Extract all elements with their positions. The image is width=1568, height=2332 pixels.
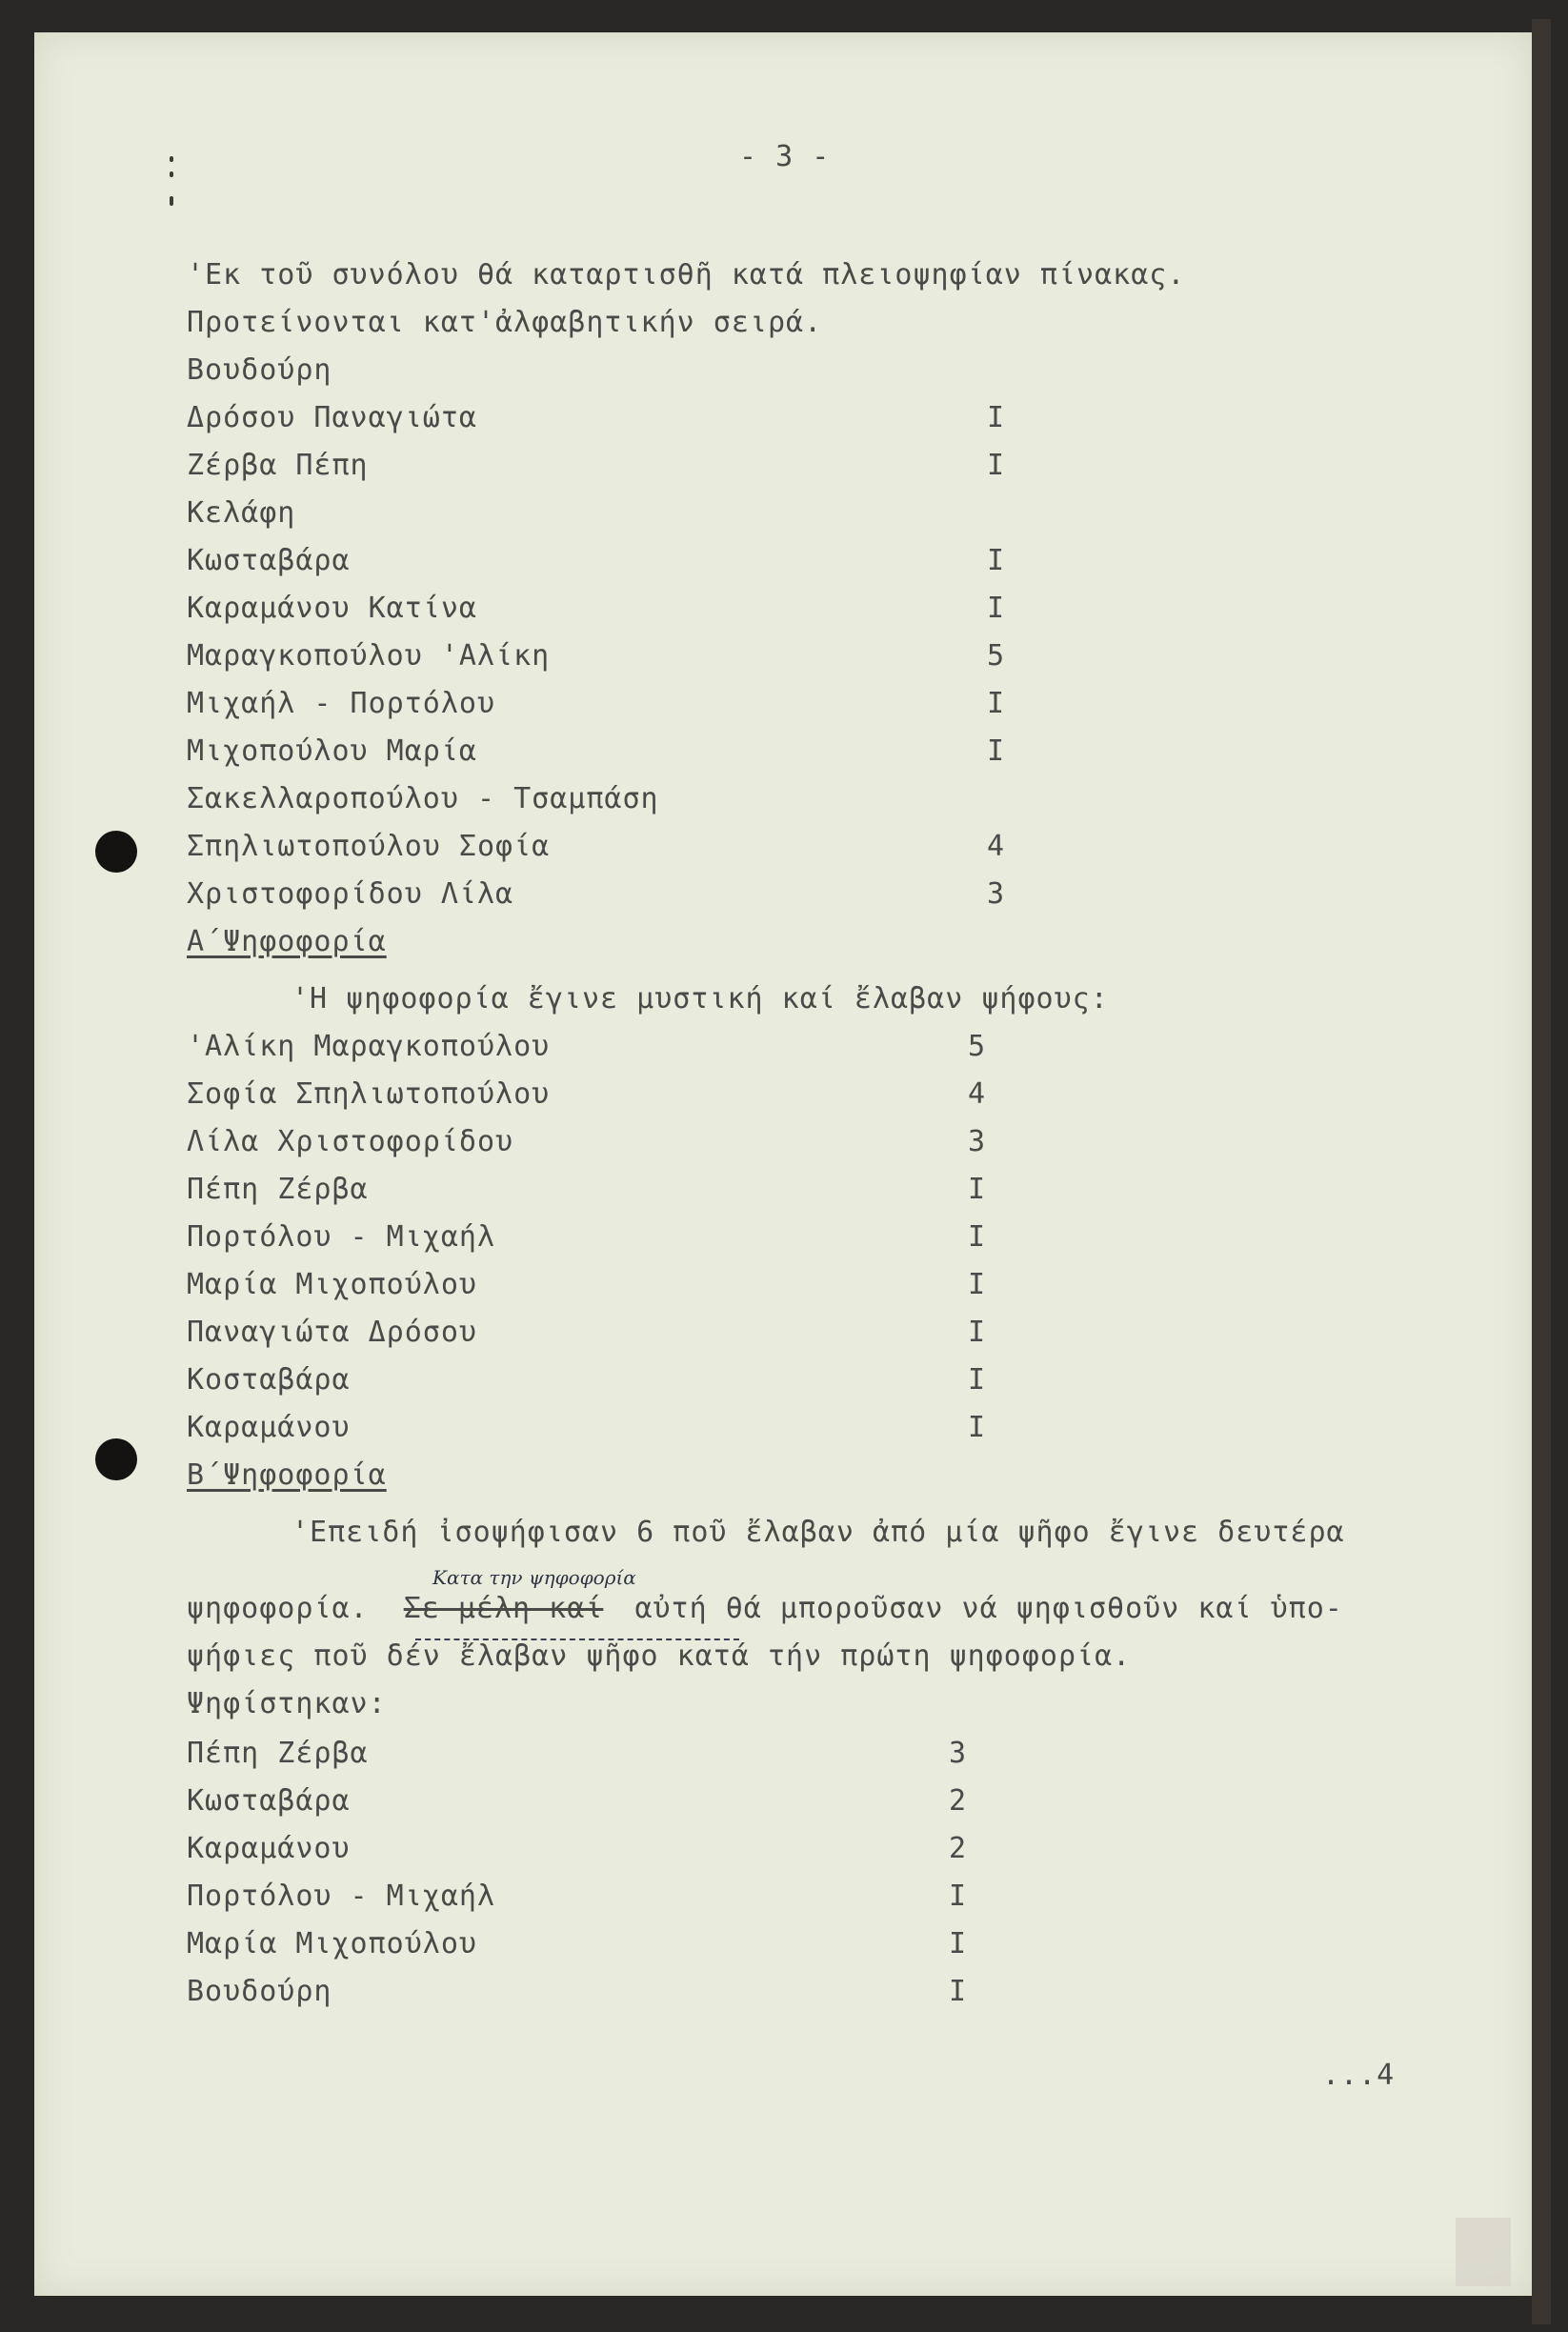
vote-count: I xyxy=(949,1880,967,1913)
list-item: Μαρία Μιχοπούλου xyxy=(187,1927,477,1960)
second-vote-heading: Β΄Ψηφοφορία xyxy=(187,1458,387,1492)
second-vote-line-3: ψήφιες ποῦ δέν ἔλαβαν ψῆφο κατά τήν πρώτη ψηφοφορία. xyxy=(187,1639,1132,1673)
list-item: Μιχοπούλου Μαρία xyxy=(187,734,477,768)
vote-count: 3 xyxy=(949,1737,967,1770)
vote-count: I xyxy=(987,401,1005,434)
list-item: Κωσταβάρα xyxy=(187,544,351,577)
line-2-struck: Σε μέλη καί xyxy=(403,1592,604,1625)
intro-line-2: Προτείνονται κατ'ἀλφαβητικήν σειρά. xyxy=(187,306,823,339)
page-edge xyxy=(1532,19,1551,2324)
punch-hole-bottom xyxy=(95,1438,137,1480)
list-item: Καραμάνου xyxy=(187,1832,351,1865)
list-item: Κωσταβάρα xyxy=(187,1784,351,1818)
list-item: Λίλα Χριστοφορίδου xyxy=(187,1125,514,1158)
vote-count: 5 xyxy=(968,1030,986,1063)
list-item: Πορτόλου - Μιχαήλ xyxy=(187,1880,496,1913)
vote-count: I xyxy=(987,734,1005,768)
list-item: Μαρία Μιχοπούλου xyxy=(187,1268,477,1301)
vote-count: I xyxy=(987,449,1005,482)
list-item: Παναγιώτα Δρόσου xyxy=(187,1316,477,1349)
vote-count: I xyxy=(968,1363,986,1397)
handwritten-insertion: Κατα την ψηφοφορία xyxy=(432,1566,636,1589)
voted-label: Ψηφίστηκαν: xyxy=(187,1687,387,1720)
list-item: Μαραγκοπούλου 'Αλίκη xyxy=(187,639,551,673)
vote-count: I xyxy=(987,592,1005,625)
list-item: Καραμάνου Κατίνα xyxy=(187,592,477,625)
list-item: Βουδούρη xyxy=(187,1975,332,2008)
vote-count: I xyxy=(968,1268,986,1301)
list-item: Σπηλιωτοπούλου Σοφία xyxy=(187,830,551,863)
ink-marks xyxy=(170,156,175,213)
vote-count: I xyxy=(949,1975,967,2008)
list-item: 'Αλίκη Μαραγκοπούλου xyxy=(187,1030,551,1063)
list-item: Σακελλαροπούλου - Τσαμπάση xyxy=(187,782,659,815)
list-item: Σοφία Σπηλιωτοπούλου xyxy=(187,1077,551,1111)
vote-count: I xyxy=(987,544,1005,577)
vote-count: 5 xyxy=(987,639,1005,673)
list-item: Πέπη Ζέρβα xyxy=(187,1173,369,1206)
vote-count: 3 xyxy=(987,877,1005,911)
list-item: Πορτόλου - Μιχαήλ xyxy=(187,1220,496,1254)
vote-count: I xyxy=(968,1220,986,1254)
list-item: Κελάφη xyxy=(187,496,296,530)
list-item: Χριστοφορίδου Λίλα xyxy=(187,877,514,911)
page-number: - 3 - xyxy=(739,140,831,173)
vote-count: I xyxy=(968,1316,986,1349)
first-vote-heading: Α΄Ψηφοφορία xyxy=(187,925,387,958)
vote-count: I xyxy=(949,1927,967,1960)
punch-hole-top xyxy=(95,831,137,873)
list-item: Κοσταβάρα xyxy=(187,1363,351,1397)
list-item: Καραμάνου xyxy=(187,1411,351,1444)
second-vote-line-2 xyxy=(187,1592,1343,1625)
line-2-end: αὐτή θά μποροῦσαν νά ψηφισθοῦν καί ὑπο- xyxy=(634,1592,1343,1625)
vote-count: I xyxy=(968,1411,986,1444)
vote-count: 2 xyxy=(949,1784,967,1818)
vote-count: I xyxy=(987,687,1005,720)
archive-stamp xyxy=(1456,2218,1511,2286)
list-item: Πέπη Ζέρβα xyxy=(187,1737,369,1770)
list-item: Δρόσου Παναγιώτα xyxy=(187,401,477,434)
second-vote-line-1: 'Επειδή ἰσοψήφισαν 6 ποῦ ἔλαβαν ἀπό μία ψῆφο ἔγινε δευτέρα xyxy=(291,1516,1345,1549)
continuation-marker: ...4 xyxy=(1322,2059,1396,2092)
list-item: Ζέρβα Πέπη xyxy=(187,449,369,482)
vote-count: 3 xyxy=(968,1125,986,1158)
vote-count: 2 xyxy=(949,1832,967,1865)
list-item: Βουδούρη xyxy=(187,353,332,387)
document-page xyxy=(34,32,1532,2296)
line-2-start: ψηφοφορία. xyxy=(187,1592,369,1625)
intro-line-1: 'Εκ τοῦ συνόλου θά καταρτισθῆ κατά πλειοψηφίαν πίνακας. xyxy=(187,258,1186,292)
vote-count: 4 xyxy=(968,1077,986,1111)
vote-count: 4 xyxy=(987,830,1005,863)
first-vote-text: 'Η ψηφοφορία ἔγινε μυστική καί ἔλαβαν ψήφους: xyxy=(291,982,1109,1015)
vote-count: I xyxy=(968,1173,986,1206)
list-item: Μιχαήλ - Πορτόλου xyxy=(187,687,496,720)
